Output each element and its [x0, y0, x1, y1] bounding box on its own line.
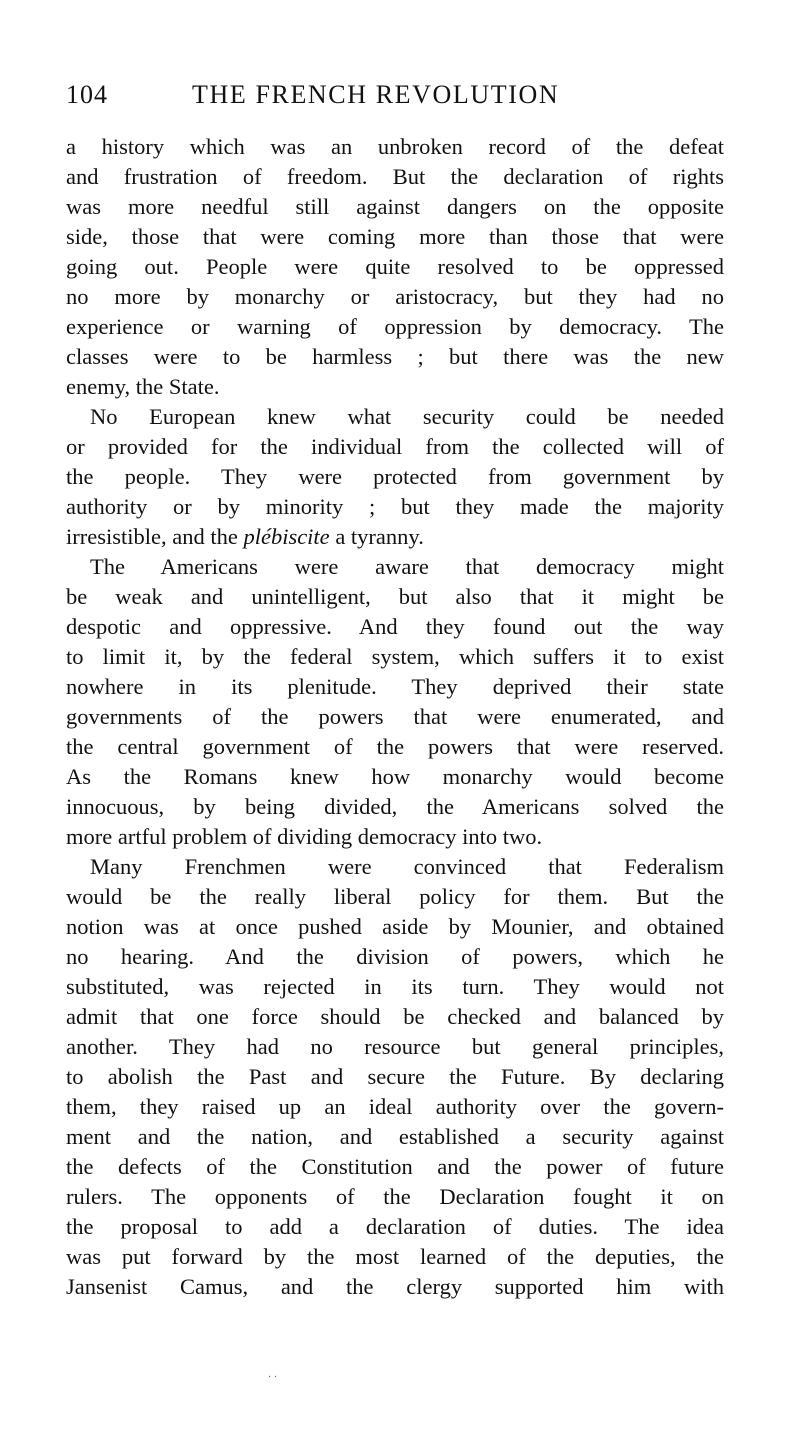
text-line: to abolish the Past and secure the Future. By declaring: [66, 1064, 724, 1089]
paragraph-3: [66, 552, 724, 852]
text-line: authority or by minority ; but they made the majority: [66, 494, 724, 519]
text-line: was more needful still against dangers on the opposite: [66, 194, 724, 219]
running-head: THE FRENCH REVOLUTION: [192, 80, 560, 109]
text-line: another. They had no resource but general principles,: [66, 1034, 724, 1059]
text-line: them, they raised up an ideal authority over the govern-: [66, 1094, 724, 1119]
text-line: more artful problem of dividing democracy into two.: [66, 824, 543, 849]
text-line: no hearing. And the division of powers, which he: [66, 944, 724, 969]
text-line: innocuous, by being divided, the Americans solved the: [66, 794, 724, 819]
text-line: substituted, was rejected in its turn. They would not: [66, 974, 724, 999]
text-line: the proposal to add a declaration of duties. The idea: [66, 1214, 724, 1239]
paragraph-4: [66, 852, 724, 1302]
text-line: enemy, the State.: [66, 374, 220, 399]
text-line: side, those that were coming more than those that were: [66, 224, 724, 249]
text-line: the central government of the powers that were reserved.: [66, 734, 724, 759]
text-line: Jansenist Camus, and the clergy supported him with: [66, 1274, 724, 1299]
text-line: a history which was an unbroken record of the defeat: [66, 134, 724, 159]
text-line: or provided for the individual from the collected will of: [66, 434, 724, 459]
text-line: classes were to be harmless ; but there was the new: [66, 344, 724, 369]
body-text: [66, 132, 724, 1302]
text-line: would be the really liberal policy for them. But the: [66, 884, 724, 909]
paragraph-1: [66, 132, 724, 402]
text-fragment: a tyranny.: [329, 524, 424, 549]
text-line: notion was at once pushed aside by Mounier, and obtained: [66, 914, 724, 939]
stray-ink-mark: · ·: [268, 1372, 278, 1383]
text-line: governments of the powers that were enumerated, and: [66, 704, 724, 729]
italic-term: plébiscite: [243, 524, 330, 549]
text-line: The Americans were aware that democracy might: [90, 554, 724, 579]
text-line: admit that one force should be checked and balanced by: [66, 1004, 724, 1029]
text-line: experience or warning of oppression by democracy. The: [66, 314, 724, 339]
text-fragment: irresistible, and the: [66, 524, 244, 549]
page-header: [66, 80, 726, 116]
text-line: nowhere in its plenitude. They deprived their state: [66, 674, 724, 699]
text-line: the defects of the Constitution and the power of future: [66, 1154, 724, 1179]
text-line: despotic and oppressive. And they found out the way: [66, 614, 724, 639]
text-line: the people. They were protected from government by: [66, 464, 724, 489]
text-line: rulers. The opponents of the Declaration fought it on: [66, 1184, 724, 1209]
text-line: No European knew what security could be needed: [90, 404, 724, 429]
text-line: be weak and unintelligent, but also that it might be: [66, 584, 724, 609]
text-line: no more by monarchy or aristocracy, but they had no: [66, 284, 724, 309]
text-line: going out. People were quite resolved to be oppressed: [66, 254, 724, 279]
text-line: ment and the nation, and established a security against: [66, 1124, 724, 1149]
text-line: to limit it, by the federal system, which suffers it to exist: [66, 644, 724, 669]
text-line: and frustration of freedom. But the declaration of rights: [66, 164, 724, 189]
text-line: was put forward by the most learned of the deputies, the: [66, 1244, 724, 1269]
text-line: Many Frenchmen were convinced that Federalism: [90, 854, 724, 879]
text-line: [66, 522, 724, 552]
paragraph-2: [66, 402, 724, 552]
text-line: As the Romans knew how monarchy would become: [66, 764, 724, 789]
page-number: 104: [66, 80, 108, 109]
